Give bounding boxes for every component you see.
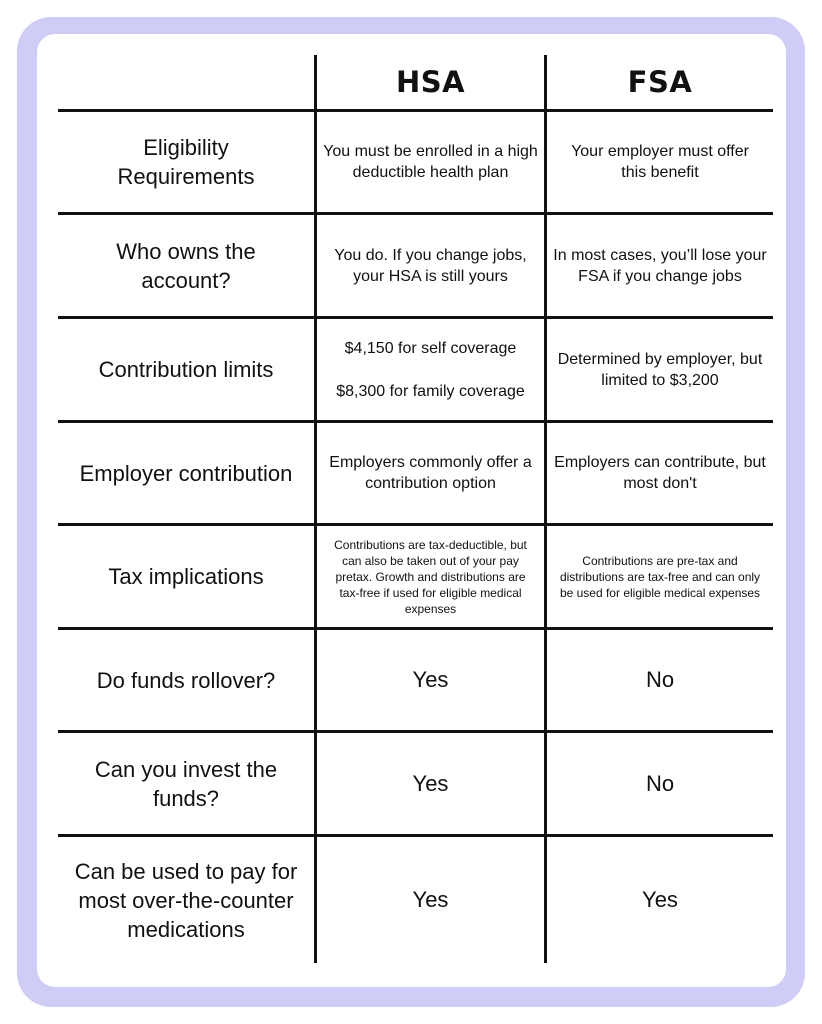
fsa-cell-ownership: In most cases, you’ll lose your FSA if you change jobs: [553, 246, 767, 285]
fsa-cell-text: Your employer must offer this benefit: [571, 143, 749, 181]
row-label-eligibility: [58, 112, 314, 212]
row-label-tax-implications: Tax implications: [108, 564, 264, 589]
fsa-cell-invest: No: [645, 770, 675, 796]
row-label-ownership: [58, 215, 314, 316]
fsa-cell-rollover: No: [645, 667, 675, 692]
row-label-employer-contribution: Employer contribution: [79, 460, 293, 486]
fsa-cell-tax-implications: Contributions are pre-tax and distributions are tax-free and can only be used for eligible medical expenses: [559, 553, 761, 600]
hsa-family-coverage-limit: $8,300 for family coverage: [336, 382, 525, 400]
row-label-text: Who owns the account?: [116, 238, 256, 293]
column-header-hsa: HSA: [395, 65, 466, 99]
hsa-self-coverage-limit: $4,150 for self coverage: [344, 339, 517, 357]
hsa-cell-otc-medications: Yes: [412, 887, 449, 912]
hsa-cell-contribution-limits: [317, 319, 544, 420]
fsa-cell-contribution-limits: Determined by employer, but limited to $3,200: [557, 350, 763, 389]
fsa-cell-employer-contribution: Employers can contribute, but most don't: [554, 454, 766, 492]
fsa-cell-eligibility: [547, 112, 773, 212]
row-label-rollover: Do funds rollover?: [96, 667, 276, 693]
row-label-text: Can you invest the funds?: [94, 756, 278, 811]
hsa-cell-ownership: You do. If you change jobs, your HSA is still yours: [334, 246, 527, 285]
row-label-text: Eligibility Requirements: [117, 135, 255, 189]
hsa-cell-tax-implications: Contributions are tax-deductible, but can also be taken out of your pay pretax. Growth and distributions are tax-free if used for eligible medical expenses: [334, 537, 527, 616]
fsa-cell-otc-medications: Yes: [642, 887, 678, 912]
row-label-contribution-limits: Contribution limits: [98, 357, 274, 382]
hsa-cell-invest: Yes: [412, 770, 449, 796]
column-header-fsa: FSA: [627, 65, 693, 99]
hsa-cell-eligibility: You must be enrolled in a high deductible health plan: [323, 143, 538, 181]
hsa-cell-employer-contribution: Employers commonly offer a contribution option: [329, 454, 532, 492]
row-label-otc-medications: Can be used to pay for most over-the-counter medications: [74, 858, 298, 942]
hsa-cell-rollover: Yes: [412, 667, 449, 692]
row-label-invest: [58, 733, 314, 834]
